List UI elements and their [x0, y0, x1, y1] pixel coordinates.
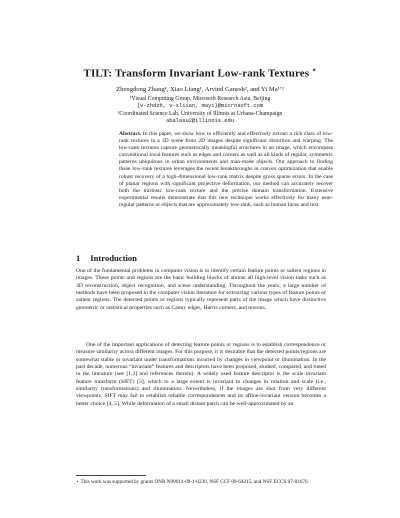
section-title: Introduction — [90, 253, 137, 263]
author-list: Zhengdong Zhang¹, Xiao Liang¹, Arvind Ganesh², and Yi Ma¹ʼ² — [116, 86, 284, 93]
abstract-text: In this paper, we show how to efficiently and effectively extract a rich class of low-rank textures in a 3D scene from 2D images despite significant distortion and warping. The low-rank textures capture geometrically meaningful structures in an image, which encompass conventional local features such as edges and corners as well as all kinds of regular, symmetric patterns ubiquitous in urban environments and man-made objects. Our approach to finding these low-rank textures leverages the recent breakthroughs in convex optimization that enable robust recovery of a high-dimensional low-rank matrix despite gross sparse errors. In the case of planar regions with significant projective deformation, our method can accurately recover both the intrinsic low-rank texture and the precise domain transformation. Extensive experimental results demonstrate that this new technique works effectively for many near-regular patterns or objects that are approximately low-rank, such as human faces and text. — [119, 131, 333, 208]
emails-2: abalasu2@illinois.edu — [166, 118, 234, 124]
intro-paragraph-1: One of the fundamental problems in computer vision is to identify certain feature points or salient regions in images. These points and regions are the basic building blocks of almost all high-level vision tasks such as 3D reconstruction, object recognition, and scene understanding. Throughout the years, a large number of methods have been proposed in the computer vision literature for extracting various types of feature points or salient regions. The detected points or regions typically represent parts of the image which have distinctive geometric or statistical properties such as Canny edges, Harris corners, and textons. — [76, 268, 326, 311]
title-footnote-mark: ⋆ — [311, 66, 317, 74]
title-text: TILT: Transform Invariant Low-rank Textures — [83, 67, 310, 80]
paper-title — [0, 66, 400, 80]
section-number: 1 — [76, 253, 81, 263]
footnote: ⋆ This work was supported by grants ONR N00014-09-1-0230, NSF CCF 09-64215, and NSF ECCS 07-01676. — [76, 479, 309, 485]
emails-1: {v-zhdzh, v-xliian, mayi}@microsoft.com — [136, 103, 264, 109]
section-heading — [76, 253, 137, 263]
intro-paragraph-2: One of the important applications of detecting feature points or regions is to establish correspondence or measure similarity across different images. For this purpose, it is desirable that the detected points/regions are somewhat stable or invariant under transformations incurred by changes in viewpoint or illumination. In the past decade, numerous “invariant” features and descriptors have been proposed, studied, compared, and tuned in the literature (see [1,2] and references therein). A widely used feature descriptor is the scale invariant feature transform (SIFT) [3], which to a large extent is invariant to changes in rotation and scale (i.e., similarity transformations) and illumination. Nevertheless, if the images are shot from very different viewpoints, SIFT may fail to establish reliable correspondences and its affine-invariant version becomes a better choice [4, 5]. While deformation of a small distant patch can be well-approximated by an — [76, 342, 327, 407]
footnote-rule — [76, 475, 146, 476]
abstract-label: Abstract. — [119, 131, 142, 137]
affiliation-1: ¹Visual Computing Group, Microsoft Research Asia, Beijing — [129, 96, 271, 102]
abstract — [119, 131, 333, 209]
affiliation-2: ²Coordinated Science Lab, University of Illinois at Urbana-Champaign — [117, 111, 283, 117]
